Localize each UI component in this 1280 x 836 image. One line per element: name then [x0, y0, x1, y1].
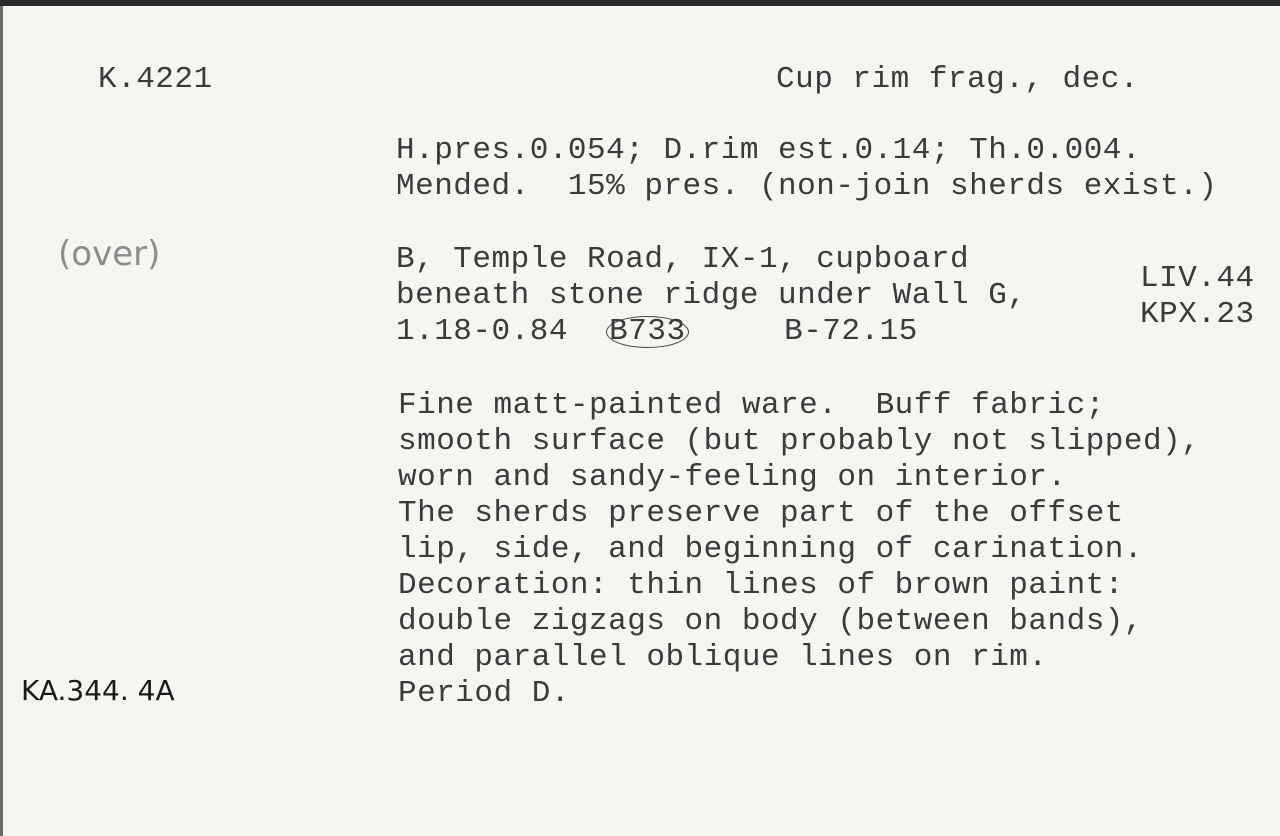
over-note: (over)	[58, 234, 161, 274]
description-line: lip, side, and beginning of carination.	[398, 532, 1144, 567]
description-line: double zigzags on body (between bands),	[398, 604, 1144, 639]
inventory-number: KA.344. 4A	[21, 674, 175, 707]
catalog-card	[0, 6, 1280, 836]
location-line-2: beneath stone ridge under Wall G,	[396, 278, 1027, 313]
description-line: The sherds preserve part of the offset	[398, 496, 1124, 531]
depth-range: 1.18-0.84	[396, 314, 568, 349]
description-line: Fine matt-painted ware. Buff fabric;	[398, 388, 1105, 423]
description-line: Period D.	[398, 676, 570, 711]
circled-number: B733	[606, 316, 688, 348]
object-title: Cup rim frag., dec.	[776, 62, 1139, 97]
ref-liv: LIV.44	[1140, 261, 1255, 296]
description-line: Decoration: thin lines of brown paint:	[398, 568, 1124, 603]
dimensions-line-2: Mended. 15% pres. (non-join sherds exist.)	[396, 169, 1218, 204]
description-line: worn and sandy-feeling on interior.	[398, 460, 1067, 495]
description-line: and parallel oblique lines on rim.	[398, 640, 1048, 675]
catalog-number: K.4221	[98, 62, 213, 97]
ref-kpx: KPX.23	[1140, 297, 1255, 332]
dimensions-line-1: H.pres.0.054; D.rim est.0.14; Th.0.004.	[396, 133, 1142, 168]
b-reference: B-72.15	[784, 314, 918, 349]
location-line-3	[396, 314, 918, 350]
location-line-1: B, Temple Road, IX-1, cupboard	[396, 242, 970, 277]
description-line: smooth surface (but probably not slipped),	[398, 424, 1201, 459]
